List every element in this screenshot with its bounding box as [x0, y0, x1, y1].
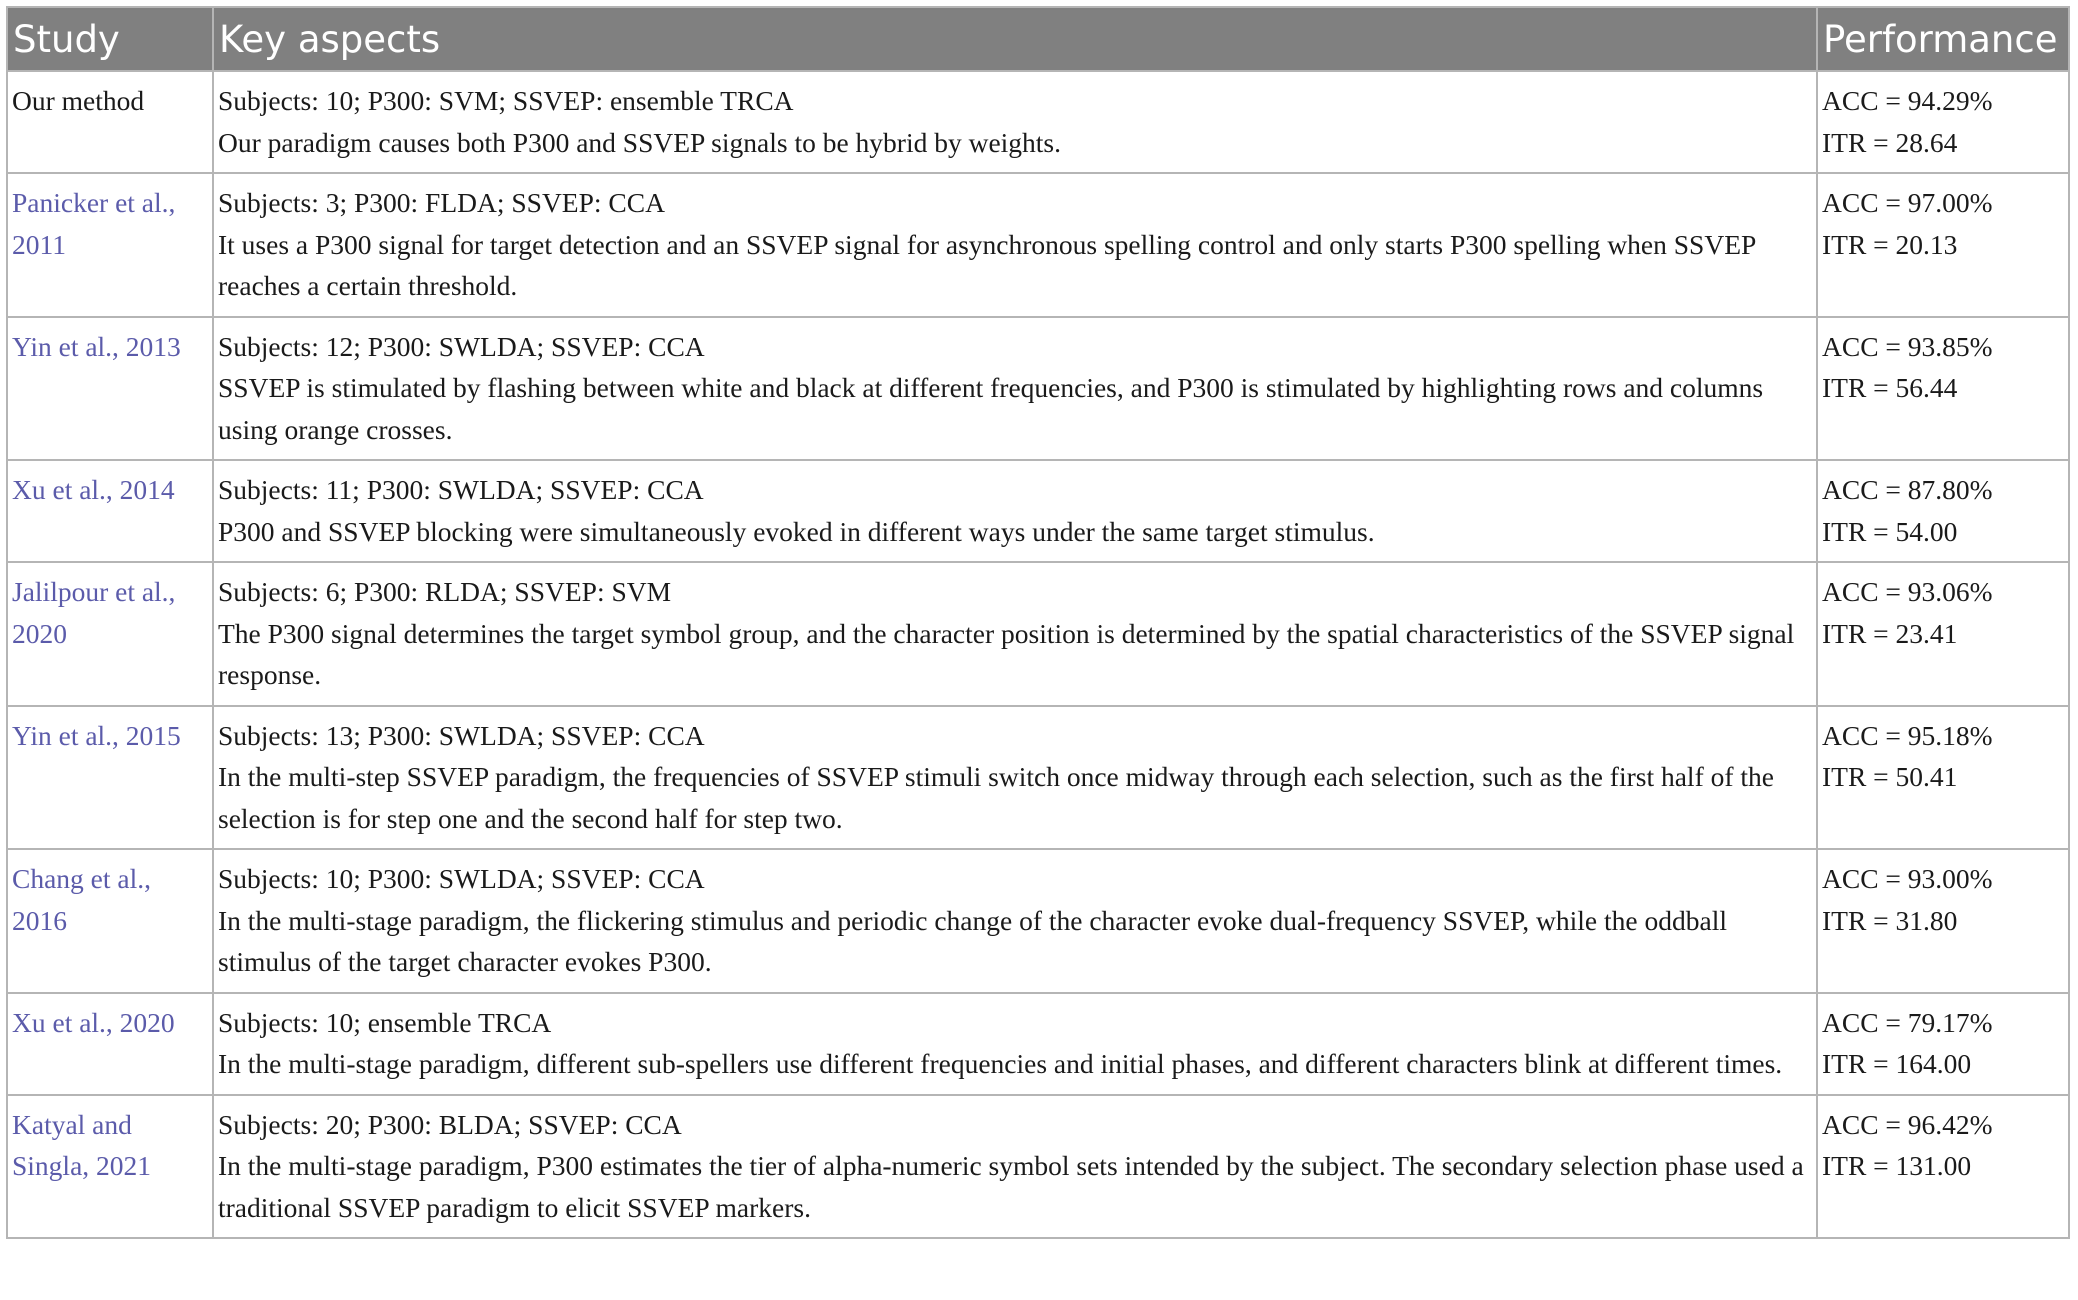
table-row: [7, 706, 2069, 850]
table-row: [7, 849, 2069, 993]
table-row: [7, 317, 2069, 461]
description-text: It uses a P300 signal for target detection and an SSVEP signal for asynchronous spelling control and only starts P300 spelling when SSVEP reaches a certain threshold.: [218, 228, 1756, 301]
acc-value: ACC = 93.00%: [1822, 863, 1993, 894]
performance-cell: [1817, 706, 2069, 850]
study-cell: [7, 562, 213, 706]
itr-value: ITR = 20.13: [1822, 228, 1958, 260]
acc-value: ACC = 94.29%: [1822, 85, 1993, 116]
description-text: In the multi-stage paradigm, P300 estimates the tier of alpha-numeric symbol sets intended by the subject. The secondary selection phase used a traditional SSVEP paradigm to elicit SSVEP markers.: [218, 1150, 1804, 1223]
description-text: The P300 signal determines the target symbol group, and the character position is determined by the spatial characteristics of the SSVEP signal response.: [218, 617, 1795, 690]
performance-cell: [1817, 1095, 2069, 1239]
performance-cell: [1817, 71, 2069, 173]
study-cell: [7, 317, 213, 461]
key-aspects-cell: [213, 317, 1817, 461]
summary-text: Subjects: 13; P300: SWLDA; SSVEP: CCA: [218, 719, 705, 751]
citation-link[interactable]: Yin et al., 2013: [12, 330, 181, 362]
summary-text: Subjects: 6; P300: RLDA; SSVEP: SVM: [218, 576, 672, 607]
itr-value: ITR = 54.00: [1822, 515, 1958, 547]
table-row: [7, 460, 2069, 562]
citation-link[interactable]: Panicker et al., 2011: [12, 187, 176, 260]
study-cell: [7, 993, 213, 1095]
performance-cell: [1817, 562, 2069, 706]
citation-link[interactable]: Yin et al., 2015: [12, 719, 181, 751]
itr-value: ITR = 31.80: [1822, 904, 1958, 936]
summary-text: Subjects: 11; P300: SWLDA; SSVEP: CCA: [218, 474, 704, 505]
study-cell: [7, 460, 213, 562]
summary-text: Subjects: 12; P300: SWLDA; SSVEP: CCA: [218, 330, 705, 362]
itr-value: ITR = 28.64: [1822, 126, 1958, 158]
table-row: [7, 1095, 2069, 1239]
key-aspects-cell: [213, 173, 1817, 317]
citation-link[interactable]: Xu et al., 2014: [12, 474, 175, 505]
comparison-table-container: [6, 6, 2068, 1239]
header-key-aspects: Key aspects: [213, 7, 1817, 71]
key-aspects-cell: [213, 1095, 1817, 1239]
header-study: Study: [7, 7, 213, 71]
description-text: In the multi-stage paradigm, the flickering stimulus and periodic change of the character evoke dual-frequency SSVEP, while the oddball stimulus of the target character evokes P300.: [218, 904, 1727, 977]
key-aspects-cell: [213, 849, 1817, 993]
summary-text: Subjects: 20; P300: BLDA; SSVEP: CCA: [218, 1108, 682, 1140]
itr-value: ITR = 164.00: [1822, 1048, 1972, 1079]
performance-cell: [1817, 849, 2069, 993]
header-row: [7, 7, 2069, 71]
citation-link[interactable]: Xu et al., 2020: [12, 1006, 175, 1038]
table-row: [7, 71, 2069, 173]
study-cell: [7, 71, 213, 173]
acc-value: ACC = 93.06%: [1822, 576, 1993, 607]
key-aspects-cell: [213, 71, 1817, 173]
study-name: Our method: [12, 85, 145, 116]
itr-value: ITR = 23.41: [1822, 617, 1958, 649]
itr-value: ITR = 131.00: [1822, 1150, 1972, 1181]
summary-text: Subjects: 10; ensemble TRCA: [218, 1006, 552, 1038]
citation-link[interactable]: Katyal and Singla, 2021: [12, 1108, 152, 1181]
table-row: [7, 993, 2069, 1095]
acc-value: ACC = 93.85%: [1822, 330, 1993, 362]
key-aspects-cell: [213, 706, 1817, 850]
performance-cell: [1817, 317, 2069, 461]
key-aspects-cell: [213, 460, 1817, 562]
summary-text: Subjects: 10; P300: SVM; SSVEP: ensemble TRCA: [218, 85, 794, 116]
study-cell: [7, 706, 213, 850]
acc-value: ACC = 95.18%: [1822, 719, 1993, 751]
performance-cell: [1817, 173, 2069, 317]
table-row: [7, 562, 2069, 706]
itr-value: ITR = 56.44: [1822, 372, 1958, 403]
summary-text: Subjects: 10; P300: SWLDA; SSVEP: CCA: [218, 863, 705, 894]
acc-value: ACC = 87.80%: [1822, 474, 1993, 505]
description-text: SSVEP is stimulated by flashing between white and black at different frequencies, and P300 is stimulated by highlighting rows and columns using orange crosses.: [218, 372, 1764, 445]
citation-link[interactable]: Chang et al., 2016: [12, 863, 151, 936]
table-row: [7, 173, 2069, 317]
description-text: Our paradigm causes both P300 and SSVEP signals to be hybrid by weights.: [218, 126, 1062, 158]
study-cell: [7, 173, 213, 317]
itr-value: ITR = 50.41: [1822, 761, 1958, 792]
acc-value: ACC = 79.17%: [1822, 1006, 1993, 1038]
description-text: In the multi-step SSVEP paradigm, the frequencies of SSVEP stimuli switch once midway through each selection, such as the first half of the selection is for step one and the second half for step two.: [218, 761, 1774, 834]
description-text: P300 and SSVEP blocking were simultaneously evoked in different ways under the same target stimulus.: [218, 515, 1375, 547]
performance-cell: [1817, 993, 2069, 1095]
key-aspects-cell: [213, 562, 1817, 706]
summary-text: Subjects: 3; P300: FLDA; SSVEP: CCA: [218, 187, 665, 218]
citation-link[interactable]: Jalilpour et al., 2020: [12, 576, 176, 649]
acc-value: ACC = 96.42%: [1822, 1108, 1993, 1140]
acc-value: ACC = 97.00%: [1822, 187, 1993, 218]
study-cell: [7, 1095, 213, 1239]
header-performance: Performance: [1817, 7, 2069, 71]
comparison-table: [6, 6, 2070, 1239]
performance-cell: [1817, 460, 2069, 562]
description-text: In the multi-stage paradigm, different sub-spellers use different frequencies and initial phases, and different characters blink at different times.: [218, 1048, 1783, 1079]
key-aspects-cell: [213, 993, 1817, 1095]
study-cell: [7, 849, 213, 993]
